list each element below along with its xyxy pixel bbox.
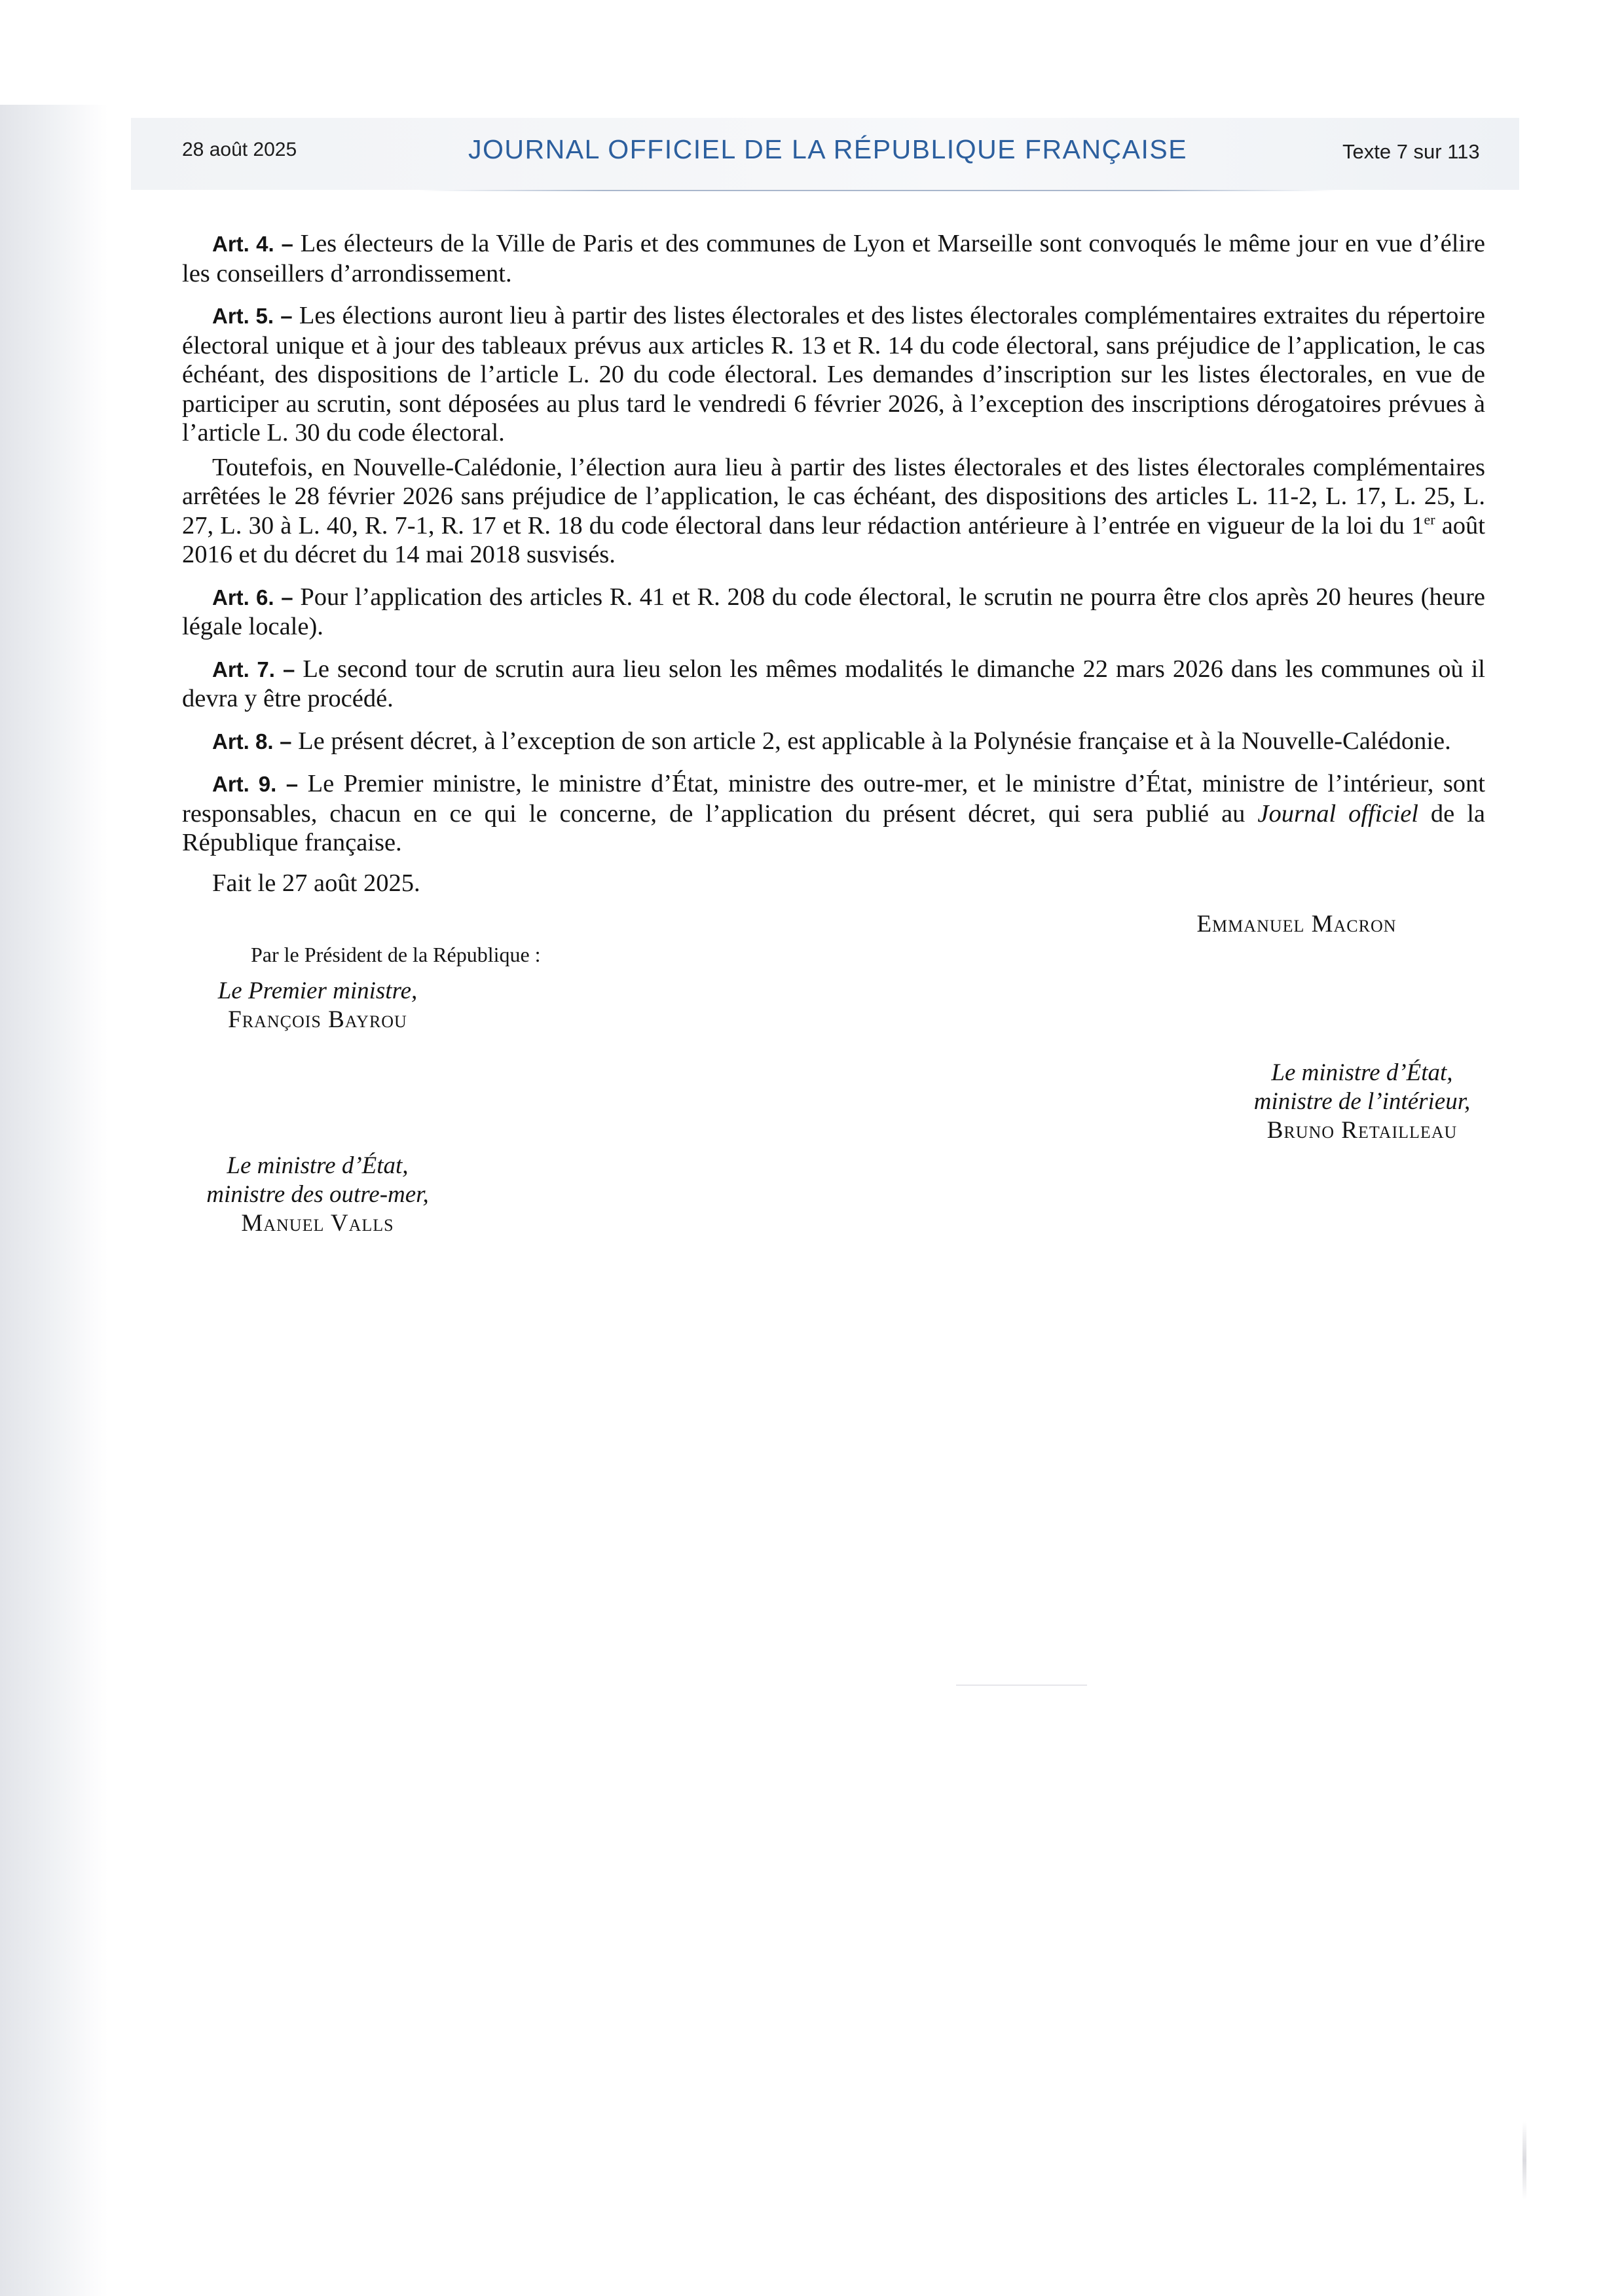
journal-title: JOURNAL OFFICIEL DE LA RÉPUBLIQUE FRANÇAISE (468, 134, 1188, 164)
signatory-name: Emmanuel Macron (1196, 911, 1397, 938)
overseas-minister-signature (157, 1152, 478, 1238)
article-dash: – (280, 304, 293, 328)
article-text: Toutefois, en Nouvelle-Calédonie, l’élection aura lieu à partir des listes électorales et des listes électorales complémentaires arrêtées le 28 février 2026 sans préjudice de l’application, le cas échéant, des dispositions des articles L. 11-2, L. 17, L. 25, L. 27, L. 30 à L. 40, R. 7-1, R. 17 et R. 18 du code électoral dans leur rédaction antérieure à l’entrée en vigueur de la loi du 1 (182, 453, 1485, 539)
signatory-title: Le Premier ministre, (217, 977, 418, 1004)
article-dash: – (281, 232, 293, 256)
decree-body (182, 229, 1485, 871)
article-5-continuation (182, 453, 1485, 570)
header-rule (419, 190, 1336, 191)
article-text: Les électeurs de la Ville de Paris et des communes de Lyon et Marseille sont convoqués le même jour en vue d’élire les conseillers d’arrondissement. (182, 230, 1486, 287)
article-text: Le présent décret, à l’exception de son article 2, est applicable à la Polynésie française et à la Nouvelle-Calédonie. (298, 727, 1451, 755)
article-dash: – (286, 772, 299, 796)
page-reference: Texte 7 sur 113 (1342, 140, 1480, 163)
article-5 (182, 301, 1485, 448)
signatory-title: Le ministre d’État, (1271, 1059, 1453, 1086)
journal-name-italic: Journal officiel (1257, 799, 1418, 828)
article-dash: – (281, 585, 293, 610)
article-dash: – (280, 729, 292, 754)
article-number: Art. 8. (212, 729, 274, 754)
article-text: Le second tour de scrutin aura lieu selon les mêmes modalités le dimanche 22 mars 2026 dans les communes où il devra y être procédé. (182, 655, 1486, 712)
header-date: 28 août 2025 (182, 139, 297, 160)
article-number: Art. 6. (212, 585, 274, 610)
prime-minister-signature (157, 977, 478, 1034)
scan-edge-shadow (0, 105, 108, 2296)
article-number: Art. 7. (212, 657, 275, 682)
president-signature (1113, 910, 1480, 939)
article-text: Pour l’application des articles R. 41 et R. 208 du code électoral, le scrutin ne pourra être clos après 20 heures (heure légale locale). (182, 583, 1485, 640)
article-6 (182, 583, 1485, 642)
article-7 (182, 655, 1485, 714)
signatory-title: ministre des outre-mer, (206, 1181, 429, 1208)
signatory-title: Le ministre d’État, (227, 1152, 409, 1179)
article-text: août 2016 et du décret du 14 mai 2018 susvisés. (182, 511, 1485, 568)
article-number: Art. 9. (212, 772, 277, 796)
signatory-title: ministre de l’intérieur, (1253, 1088, 1471, 1115)
signatory-name: Manuel Valls (241, 1210, 394, 1237)
article-text: Les élections auront lieu à partir des listes électorales et des listes électorales complémentaires extraites du répertoire électoral unique et à jour des tableaux prévus aux articles R. 13 et R. 14 du code électoral, sans préjudice de l’application, le cas échéant, des dispositions de l’article L. 20 du code électoral. Les demandes d’inscription sur les listes électorales, en vue de participer au scrutin, sont déposées au plus tard le vendredi 6 février 2026, à l’exception des inscriptions dérogatoires prévues à l’article L. 30 du code électoral. (182, 302, 1486, 446)
article-text: de la République française. (182, 799, 1485, 856)
scan-mark (956, 1685, 1087, 1686)
signatory-name: François Bayrou (228, 1006, 407, 1033)
article-number: Art. 4. (212, 232, 274, 256)
scan-mark (1522, 2121, 1526, 2200)
signing-date: Fait le 27 août 2025. (212, 869, 420, 897)
article-8 (182, 727, 1485, 757)
superscript: er (1424, 511, 1435, 528)
article-text: Le Premier ministre, le ministre d’État, ministre des outre-mer, et le ministre d’État, ministre de l’intérieur, sont responsables, chacun en ce qui le concerne, de l’application du présent décret, qui sera publié au (182, 770, 1485, 828)
signatory-name: Bruno Retailleau (1266, 1117, 1458, 1144)
article-4 (182, 229, 1485, 288)
article-number: Art. 5. (212, 304, 274, 328)
by-president-line: Par le Président de la République : (251, 943, 541, 966)
interior-minister-signature (1172, 1059, 1552, 1145)
article-dash: – (282, 657, 295, 682)
article-9 (182, 769, 1485, 858)
